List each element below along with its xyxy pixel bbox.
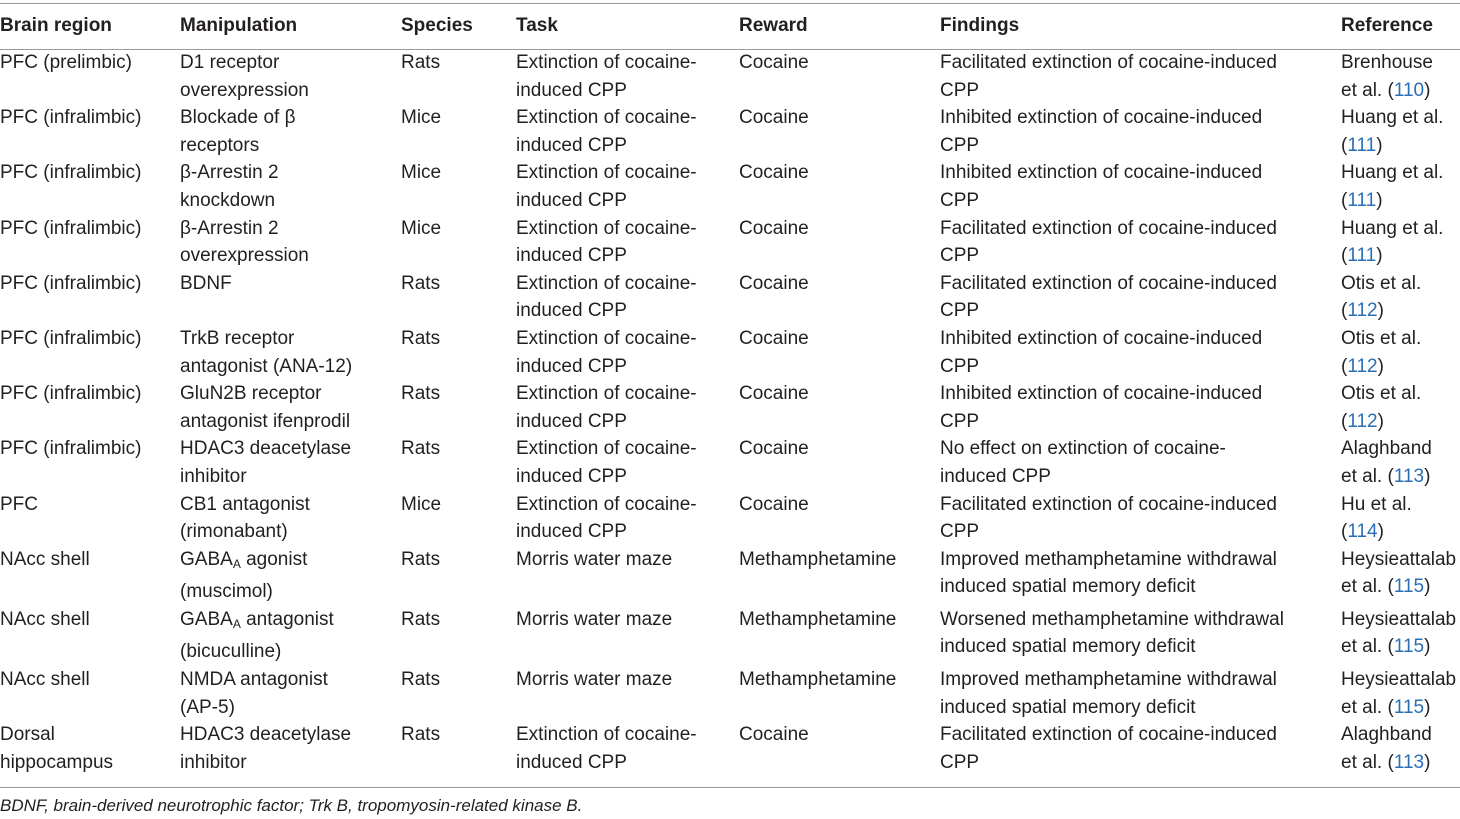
reference-close: ) <box>1376 134 1383 156</box>
manipulation-text: NMDA antagonist (AP-5) <box>180 669 328 718</box>
reference-link[interactable]: 111 <box>1347 245 1377 267</box>
reference-close: ) <box>1424 79 1431 101</box>
manipulation-text: β-Arrestin 2 overexpression <box>180 217 309 267</box>
table-row <box>0 491 1460 546</box>
reference-text: Hu et al. ( <box>1341 493 1412 543</box>
cell-manipulation <box>180 159 401 214</box>
cell-manipulation <box>180 491 401 546</box>
cell-reference <box>1341 104 1460 159</box>
cell-brain-region: PFC (infralimbic) <box>0 272 142 294</box>
cell-brain-region: PFC (infralimbic) <box>0 438 142 460</box>
manipulation-subscript: A <box>232 556 241 571</box>
reference-text: Huang et al. ( <box>1341 162 1444 211</box>
cell-findings: Improved methamphetamine withdrawal induced spatial memory deficit <box>940 669 1277 718</box>
reference-link[interactable]: 112 <box>1347 410 1378 432</box>
cell-findings: Facilitated extinction of cocaine-induced CPP <box>940 217 1277 267</box>
reference-close: ) <box>1377 355 1384 377</box>
manipulation-text: D1 receptor overexpression <box>180 52 309 101</box>
reference-link[interactable]: 115 <box>1393 696 1425 718</box>
col-header-manipulation: Manipulation <box>180 15 298 36</box>
table-row <box>0 721 1460 776</box>
cell-brain-region: PFC (infralimbic) <box>0 383 142 405</box>
cell-findings: Facilitated extinction of cocaine-induced CPP <box>940 52 1277 101</box>
reference-text: Brenhouse et al. ( <box>1341 52 1433 101</box>
cell-task: Extinction of cocaine- induced CPP <box>516 383 697 432</box>
cell-reward: Cocaine <box>739 493 809 515</box>
reference-text: Alaghband et al. ( <box>1341 438 1432 487</box>
reference-link[interactable]: 112 <box>1347 355 1378 377</box>
reference-link[interactable]: 111 <box>1347 134 1377 156</box>
reference-close: ) <box>1424 576 1431 598</box>
table-body <box>0 49 1460 776</box>
table-footnote: BDNF, brain-derived neurotrophic factor; Trk B, tropomyosin-related kinase B. <box>0 796 583 815</box>
cell-reward: Cocaine <box>739 272 809 294</box>
table-row <box>0 666 1460 721</box>
cell-task: Extinction of cocaine- induced CPP <box>516 327 697 377</box>
cell-reference <box>1341 666 1460 721</box>
cell-reference <box>1341 380 1460 435</box>
reference-link[interactable]: 113 <box>1393 751 1425 773</box>
cell-reference <box>1341 49 1460 104</box>
reference-close: ) <box>1377 300 1384 322</box>
cell-species: Rats <box>401 272 441 294</box>
reference-link[interactable]: 115 <box>1393 576 1425 598</box>
cell-species: Rats <box>401 608 441 630</box>
table-row <box>0 104 1460 159</box>
manipulation-text: GluN2B receptor antagonist ifenprodil <box>180 383 351 432</box>
cell-reward: Cocaine <box>739 162 809 184</box>
cell-species: Rats <box>401 548 441 570</box>
table-row <box>0 270 1460 325</box>
manipulation-text-rest: antagonist (bicuculline) <box>180 608 334 663</box>
cell-reward: Methamphetamine <box>739 548 897 570</box>
cell-reward: Cocaine <box>739 217 809 239</box>
cell-task: Morris water maze <box>516 548 673 570</box>
cell-reward: Cocaine <box>739 438 809 460</box>
cell-brain-region: Dorsal hippocampus <box>0 724 114 773</box>
reference-link[interactable]: 114 <box>1347 521 1378 543</box>
col-header-reference: Reference <box>1341 15 1433 36</box>
data-table <box>0 8 1460 776</box>
col-header-brain-region: Brain region <box>0 15 112 36</box>
reference-close: ) <box>1424 465 1431 487</box>
cell-findings: Inhibited extinction of cocaine-induced CPP <box>940 162 1263 211</box>
cell-reward: Methamphetamine <box>739 608 897 630</box>
table-row <box>0 380 1460 435</box>
manipulation-text: GABA <box>180 608 233 630</box>
manipulation-text-rest: agonist (muscimol) <box>180 548 308 603</box>
cell-findings: Improved methamphetamine withdrawal induced spatial memory deficit <box>940 548 1277 598</box>
cell-brain-region: PFC (infralimbic) <box>0 107 142 129</box>
reference-close: ) <box>1376 189 1383 211</box>
cell-manipulation <box>180 666 401 721</box>
cell-species: Mice <box>401 162 442 184</box>
cell-reference <box>1341 215 1460 270</box>
cell-brain-region: NAcc shell <box>0 608 90 630</box>
reference-text: Otis et al. ( <box>1341 327 1422 377</box>
manipulation-text: HDAC3 deacetylase inhibitor <box>180 438 352 487</box>
cell-reference <box>1341 435 1460 490</box>
col-header-findings: Findings <box>940 15 1020 36</box>
cell-task: Extinction of cocaine- induced CPP <box>516 438 697 487</box>
reference-close: ) <box>1376 245 1383 267</box>
cell-manipulation <box>180 435 401 490</box>
cell-brain-region: PFC (infralimbic) <box>0 327 142 349</box>
cell-reference <box>1341 325 1460 380</box>
cell-brain-region: PFC (infralimbic) <box>0 217 142 239</box>
reference-close: ) <box>1377 410 1384 432</box>
reference-text: Huang et al. ( <box>1341 217 1444 267</box>
table-row <box>0 49 1460 104</box>
table-row <box>0 325 1460 380</box>
cell-findings: Inhibited extinction of cocaine-induced CPP <box>940 383 1263 432</box>
cell-reward: Cocaine <box>739 383 809 405</box>
cell-reference <box>1341 546 1460 601</box>
cell-brain-region: NAcc shell <box>0 548 90 570</box>
cell-manipulation <box>180 215 401 270</box>
cell-species: Rats <box>401 52 441 73</box>
cell-species: Rats <box>401 669 441 691</box>
reference-link[interactable]: 111 <box>1347 189 1377 211</box>
cell-brain-region: PFC (prelimbic) <box>0 52 132 73</box>
cell-task: Extinction of cocaine- induced CPP <box>516 272 697 322</box>
manipulation-text: GABA <box>180 548 233 570</box>
cell-brain-region: NAcc shell <box>0 669 90 691</box>
cell-species: Rats <box>401 438 441 460</box>
reference-text: Heysieattalab et al. ( <box>1341 548 1457 598</box>
bottom-rule <box>0 787 1460 788</box>
cell-findings: Inhibited extinction of cocaine-induced CPP <box>940 107 1263 156</box>
cell-reward: Cocaine <box>739 107 809 129</box>
reference-link[interactable]: 115 <box>1393 636 1425 658</box>
reference-text: Heysieattalab et al. ( <box>1341 669 1457 718</box>
table-row <box>0 435 1460 490</box>
reference-text: Alaghband et al. ( <box>1341 724 1432 773</box>
cell-species: Rats <box>401 383 441 405</box>
manipulation-text: Blockade of β receptors <box>180 107 296 156</box>
table-row <box>0 606 1460 666</box>
cell-manipulation <box>180 104 401 159</box>
reference-text: Otis et al. ( <box>1341 383 1422 432</box>
table-row <box>0 546 1460 606</box>
cell-manipulation <box>180 721 401 776</box>
reference-text: Otis et al. ( <box>1341 272 1422 322</box>
cell-manipulation <box>180 606 401 666</box>
cell-reference <box>1341 491 1460 546</box>
cell-brain-region: PFC (infralimbic) <box>0 162 142 184</box>
cell-reward: Cocaine <box>739 327 809 349</box>
col-header-species: Species <box>401 15 473 36</box>
cell-reward: Methamphetamine <box>739 669 897 691</box>
cell-task: Extinction of cocaine- induced CPP <box>516 107 697 156</box>
cell-task: Extinction of cocaine- induced CPP <box>516 493 697 543</box>
cell-reference <box>1341 270 1460 325</box>
manipulation-text: HDAC3 deacetylase inhibitor <box>180 724 352 773</box>
cell-manipulation <box>180 270 401 298</box>
col-header-reward: Reward <box>739 15 808 36</box>
reference-link[interactable]: 113 <box>1393 465 1425 487</box>
cell-species: Rats <box>401 327 441 349</box>
cell-species: Mice <box>401 217 442 239</box>
table-row <box>0 159 1460 214</box>
cell-reference <box>1341 721 1460 776</box>
cell-task: Extinction of cocaine- induced CPP <box>516 724 697 773</box>
cell-manipulation <box>180 325 401 380</box>
cell-species: Rats <box>401 724 441 746</box>
reference-close: ) <box>1424 751 1431 773</box>
manipulation-text: BDNF <box>180 272 232 294</box>
cell-findings: Facilitated extinction of cocaine-induced CPP <box>940 493 1277 543</box>
cell-task: Extinction of cocaine- induced CPP <box>516 162 697 211</box>
reference-link[interactable]: 110 <box>1393 79 1425 101</box>
cell-task: Extinction of cocaine- induced CPP <box>516 217 697 267</box>
manipulation-text: TrkB receptor antagonist (ANA-12) <box>180 327 353 377</box>
cell-reward: Cocaine <box>739 724 809 746</box>
table-row <box>0 215 1460 270</box>
reference-text: Heysieattalab et al. ( <box>1341 608 1457 658</box>
manipulation-text: β-Arrestin 2 knockdown <box>180 162 279 211</box>
cell-species: Mice <box>401 493 442 515</box>
cell-brain-region: PFC <box>0 493 38 515</box>
cell-manipulation <box>180 380 401 435</box>
cell-manipulation <box>180 49 401 104</box>
reference-link[interactable]: 112 <box>1347 300 1378 322</box>
cell-findings: Worsened methamphetamine withdrawal induced spatial memory deficit <box>940 608 1284 658</box>
reference-close: ) <box>1424 696 1431 718</box>
cell-species: Mice <box>401 107 442 129</box>
cell-findings: No effect on extinction of cocaine- induced CPP <box>940 438 1226 487</box>
reference-text: Huang et al. ( <box>1341 107 1444 156</box>
reference-close: ) <box>1424 636 1431 658</box>
header-row <box>0 8 1460 49</box>
cell-findings: Facilitated extinction of cocaine-induced CPP <box>940 724 1277 773</box>
manipulation-text: CB1 antagonist (rimonabant) <box>180 493 310 543</box>
cell-manipulation <box>180 546 401 606</box>
top-rule <box>0 3 1460 4</box>
col-header-task: Task <box>516 15 558 36</box>
cell-task: Extinction of cocaine- induced CPP <box>516 52 697 101</box>
cell-reference <box>1341 159 1460 214</box>
cell-reward: Cocaine <box>739 52 809 73</box>
manipulation-subscript: A <box>232 616 241 631</box>
reference-close: ) <box>1377 521 1384 543</box>
cell-task: Morris water maze <box>516 608 673 630</box>
cell-task: Morris water maze <box>516 669 673 691</box>
cell-findings: Facilitated extinction of cocaine-induced CPP <box>940 272 1277 322</box>
cell-findings: Inhibited extinction of cocaine-induced CPP <box>940 327 1263 377</box>
cell-reference <box>1341 606 1460 661</box>
